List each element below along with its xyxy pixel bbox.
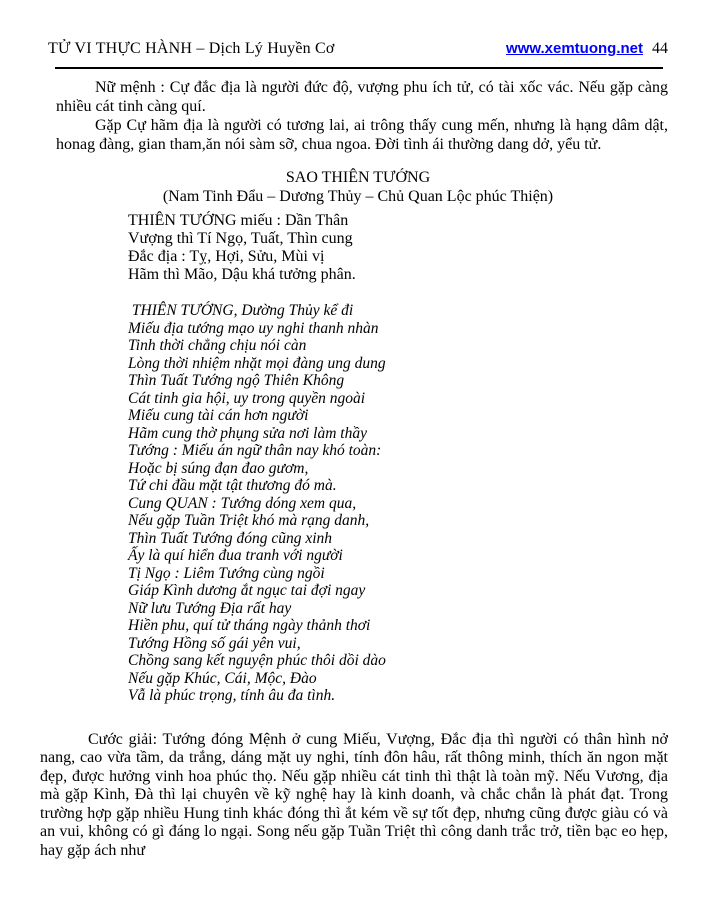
section-subtitle: (Nam Tinh Đẩu – Dương Thủy – Chủ Quan Lộc phúc Thiện) xyxy=(162,188,554,205)
poem-line: Vẫ là phúc trọng, tính âu đa tình. xyxy=(128,687,336,704)
poem-line: Tướng Hồng số gái yên vui, xyxy=(128,634,301,652)
position-line: Vượng thì Tí Ngọ, Tuất, Thìn cung xyxy=(128,230,353,247)
poem-line: Tướng : Miếu án ngữ thân nay khó toàn: xyxy=(128,442,382,459)
page-header xyxy=(48,40,668,61)
poem-line: Thìn Tuất Tướng đóng cũng xinh xyxy=(128,529,333,547)
poem-line: Hãm cung thờ phụng sửa nơi làm thầy xyxy=(128,424,367,442)
star-position-stanza xyxy=(128,212,668,284)
header-right-group xyxy=(506,40,668,58)
poem-line: Cát tinh gia hội, uy trong quyền ngoài xyxy=(128,389,366,407)
poem-line: Miếu cung tài cán hơn người xyxy=(128,407,309,424)
header-divider xyxy=(55,67,663,69)
poem-line: Thìn Tuất Tướng ngộ Thiên Không xyxy=(128,372,345,389)
position-line: THIÊN TƯỚNG miếu : Dần Thân xyxy=(128,212,349,229)
explanation-paragraph: Cước giải: Tướng đóng Mệnh ở cung Miếu, Vượng, Đắc địa thì người có thân hình nở nang, cao vừa tầm, da trắng, dáng mặt uy nghi, tính đôn hâu, rất thông minh, thích ăn ngon mặt đẹp, được hưởng vinh hoa phúc thọ. Nếu gặp nhiều cát tinh thì thật là toàn mỹ. Nếu Vương, địa mà gặp Kình, Đà thì lại chuyên về kỹ nghệ hay là kinh doanh, và chắc chắn là phát đạt. Trong trường hợp gặp nhiều Hung tinh khác đóng thì ắt kém về sự tốt đẹp, nhưng cũng được giàu có và an vui, không có gì đáng lo ngại. Song nếu gặp Tuần Triệt thì công danh trắc trở, tiền bạc eo hẹp, hay gặp ách như xyxy=(40,730,668,859)
poem-line: Tị Ngọ : Liêm Tướng cùng ngồi xyxy=(128,564,325,582)
poem-line: Tinh thời chẳng chịu nói càn xyxy=(128,337,307,354)
star-poem xyxy=(128,302,668,705)
page-number: 44 xyxy=(652,40,668,57)
position-line: Đắc địa : Tỵ, Hợi, Sửu, Mùi vị xyxy=(128,248,325,265)
poem-line: Tứ chi đầu mặt tật thương đó mà. xyxy=(128,477,337,494)
poem-line: Hoặc bị súng đạn đao gươm, xyxy=(128,459,309,477)
poem-line: Nếu gặp Khúc, Cái, Mộc, Đào xyxy=(128,669,317,687)
website-link[interactable]: www.xemtuong.net xyxy=(506,40,643,57)
section-title: SAO THIÊN TƯỚNG xyxy=(285,169,431,186)
poem-line: Hiền phu, quí tử tháng ngày thảnh thơi xyxy=(128,617,371,634)
poem-line: Giáp Kình dương ắt ngục tai đợi ngay xyxy=(128,582,366,599)
position-line: Hãm thì Mão, Dậu khá tưởng phân. xyxy=(128,266,356,283)
book-title: TỬ VI THỰC HÀNH – Dịch Lý Huyền Cơ xyxy=(48,40,335,57)
intro-paragraph: Nữ mệnh : Cự đắc địa là người đức độ, vượng phu ích tử, có tài xốc vác. Nếu gặp càng nhiều cát tinh càng quí. xyxy=(56,79,668,115)
poem-line: THIÊN TƯỚNG, Dường Thủy kể đi xyxy=(128,302,354,319)
poem-line: Cung QUAN : Tướng dóng xem qua, xyxy=(128,494,357,512)
poem-line: Lòng thời nhiệm nhặt mọi đàng ung dung xyxy=(128,354,386,372)
poem-line: Chồng sang kết nguyện phúc thôi dồi dào xyxy=(128,652,386,669)
poem-line: Miếu địa tướng mạo uy nghi thanh nhàn xyxy=(128,319,379,337)
poem-line: Nữ lưu Tướng Địa rất hay xyxy=(128,599,292,617)
intro-paragraph: Gặp Cự hãm địa là người có tương lai, ai trông thấy cung mến, nhưng là hạng dâm dật, honag đàng, gian tham,ăn nói sàm sỡ, chua ngoa. Đời tình ái thường dang dở, yểu tử. xyxy=(56,117,668,153)
poem-line: Ấy là quí hiển đua tranh với người xyxy=(128,547,343,564)
poem-line: Nếu gặp Tuần Triệt khó mà rạng danh, xyxy=(128,512,370,529)
